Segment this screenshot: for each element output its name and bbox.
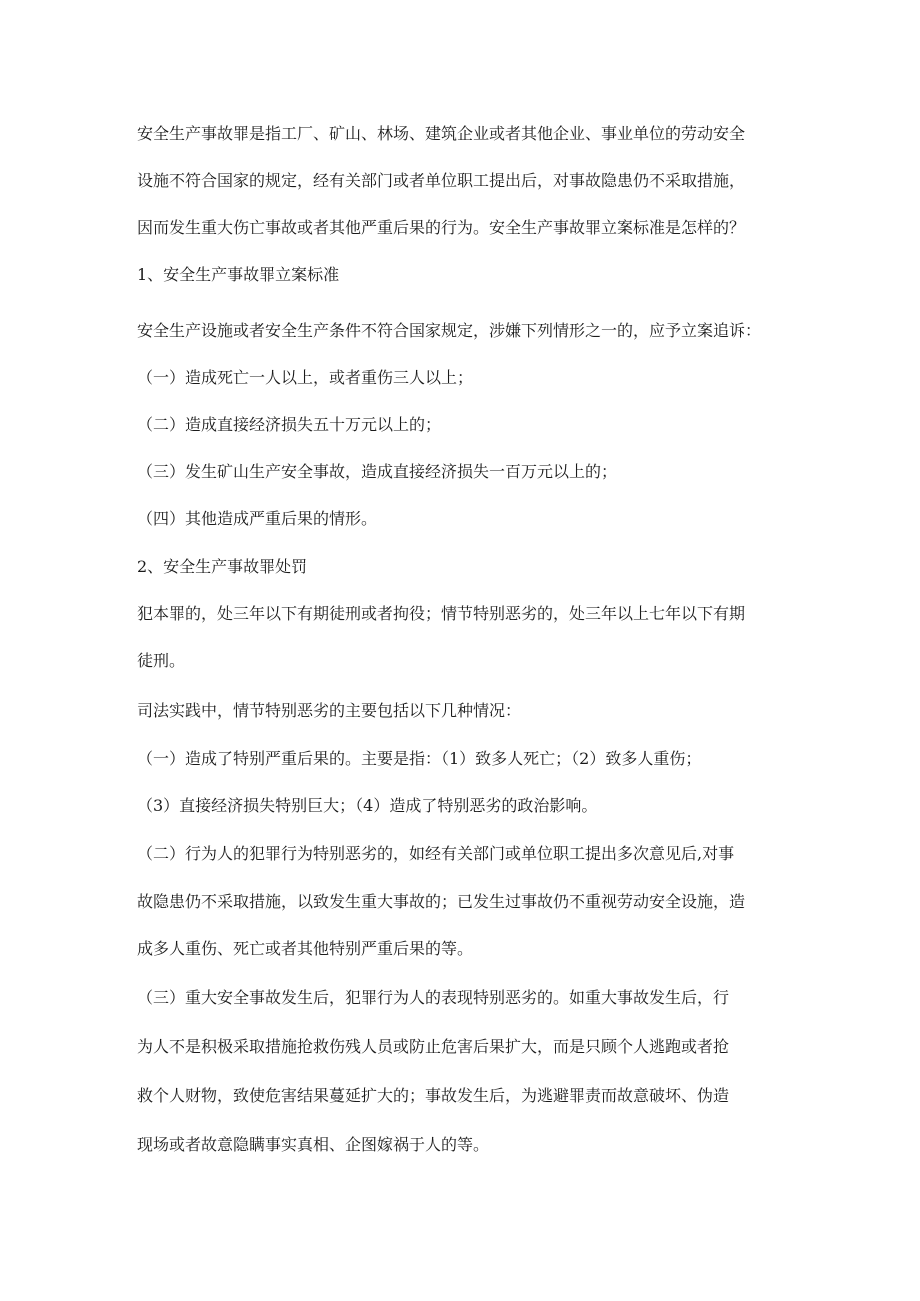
text-line: 设施不符合国家的规定，经有关部门或者单位职工提出后，对事故隐患仍不采取措施，: [137, 171, 746, 190]
text-line: （3）直接经济损失特别巨大；（4）造成了特别恶劣的政治影响。: [137, 796, 598, 815]
text-line: 为人不是积极采取措施抢救伤残人员或防止危害后果扩大，而是只顾个人逃跑或者抢: [137, 1037, 730, 1056]
text-line: 因而发生重大伤亡事故或者其他严重后果的行为。安全生产事故罪立案标准是怎样的？: [137, 218, 746, 237]
text-line: 救个人财物，致使危害结果蔓延扩大的；事故发生后，为逃避罪责而故意破坏、伪造: [137, 1086, 730, 1105]
text-line: 安全生产事故罪是指工厂、矿山、林场、建筑企业或者其他企业、事业单位的劳动安全: [137, 124, 746, 143]
text-line: （二）行为人的犯罪行为特别恶劣的，如经有关部门或单位职工提出多次意见后,对事: [137, 844, 735, 863]
list-item: （一）造成死亡一人以上，或者重伤三人以上；: [137, 368, 474, 387]
list-item: （四）其他造成严重后果的情形。: [137, 509, 378, 528]
list-item: （三）发生矿山生产安全事故，造成直接经济损失一百万元以上的；: [137, 462, 618, 481]
text-line: 现场或者故意隐瞒事实真相、企图嫁祸于人的等。: [137, 1135, 490, 1154]
paragraph: 安全生产设施或者安全生产条件不符合国家规定，涉嫌下列情形之一的，应予立案追诉：: [137, 321, 762, 340]
section-heading: 2、安全生产事故罪处罚: [137, 557, 308, 576]
section-heading: 1、安全生产事故罪立案标准: [137, 265, 340, 284]
text-line: 犯本罪的，处三年以下有期徒刑或者拘役；情节特别恶劣的，处三年以上七年以下有期: [137, 604, 746, 623]
text-line: （三）重大安全事故发生后，犯罪行为人的表现特别恶劣的。如重大事故发生后，行: [137, 988, 730, 1007]
text-line: （一）造成了特别严重后果的。主要是指：（1）致多人死亡；（2）致多人重伤；: [137, 749, 702, 768]
text-line: 故隐患仍不采取措施，以致发生重大事故的；已发生过事故仍不重视劳动安全设施，造: [137, 892, 746, 911]
text-line: 徒刑。: [137, 651, 186, 670]
paragraph: 司法实践中，情节特别恶劣的主要包括以下几种情况：: [137, 701, 522, 720]
list-item: （二）造成直接经济损失五十万元以上的；: [137, 415, 442, 434]
text-line: 成多人重伤、死亡或者其他特别严重后果的等。: [137, 939, 474, 958]
